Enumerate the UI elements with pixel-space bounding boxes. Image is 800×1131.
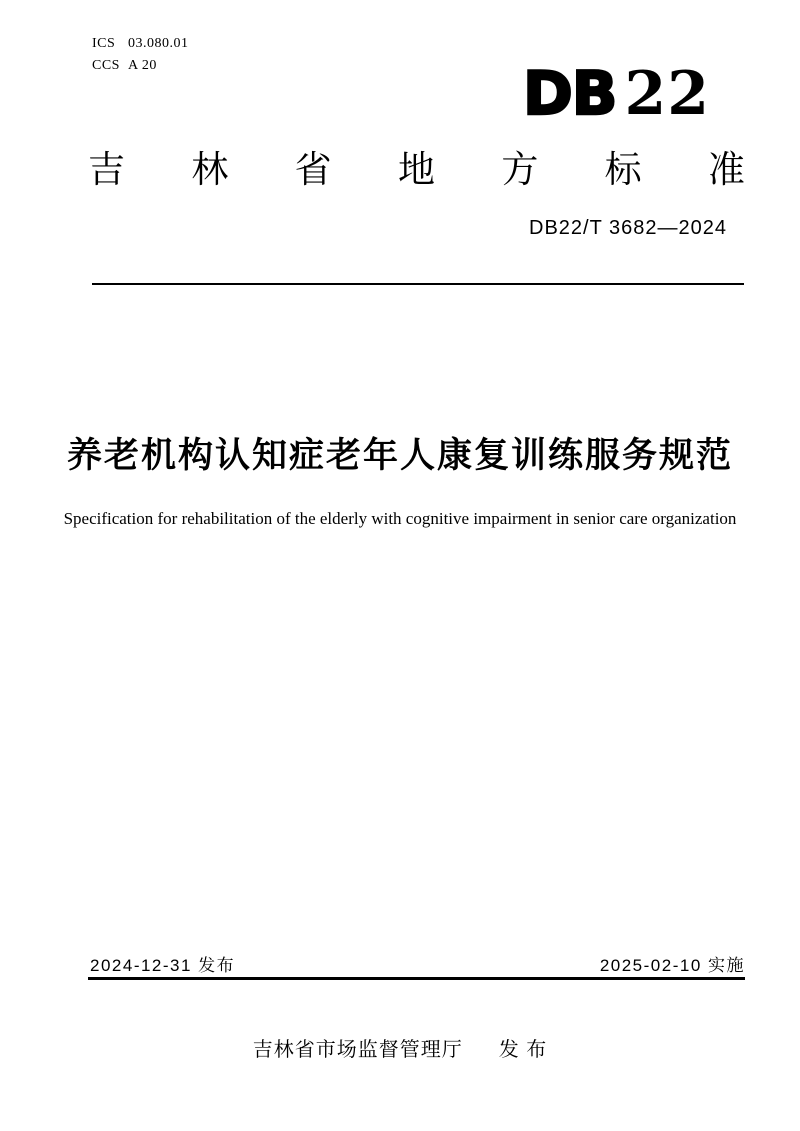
classification-codes (92, 33, 189, 77)
ccs-row (92, 55, 189, 77)
standard-number: DB22/T 3682—2024 (529, 217, 727, 239)
issue-date: 2024-12-31 发布 (90, 956, 236, 975)
ics-code: 03.080.01 (128, 36, 189, 51)
db22-logo-db-text: DB (522, 59, 617, 129)
footer-divider-line (88, 977, 745, 980)
standard-type-heading: 吉 林 省 地 方 标 准 (88, 149, 745, 190)
publisher-row (0, 1033, 800, 1062)
ics-label: ICS (92, 36, 116, 51)
document-title-en: Specification for rehabilitation of the elderly with cognitive impairment in senior care organization (63, 509, 737, 528)
publisher-name: 吉林省市场监督管理厅 (252, 1039, 463, 1061)
implementation-date: 2025-02-10 实施 (599, 956, 745, 975)
header-divider-line (92, 283, 744, 285)
db22-logo (522, 59, 710, 129)
db22-logo-region-number: 22 (624, 59, 710, 129)
ics-row (92, 33, 189, 55)
document-title-zh: 养老机构认知症老年人康复训练服务规范 (66, 436, 733, 475)
date-row (90, 951, 745, 976)
ccs-code: A 20 (128, 58, 157, 73)
publish-action-label: 发 布 (498, 1039, 548, 1061)
ccs-label: CCS (92, 58, 120, 73)
